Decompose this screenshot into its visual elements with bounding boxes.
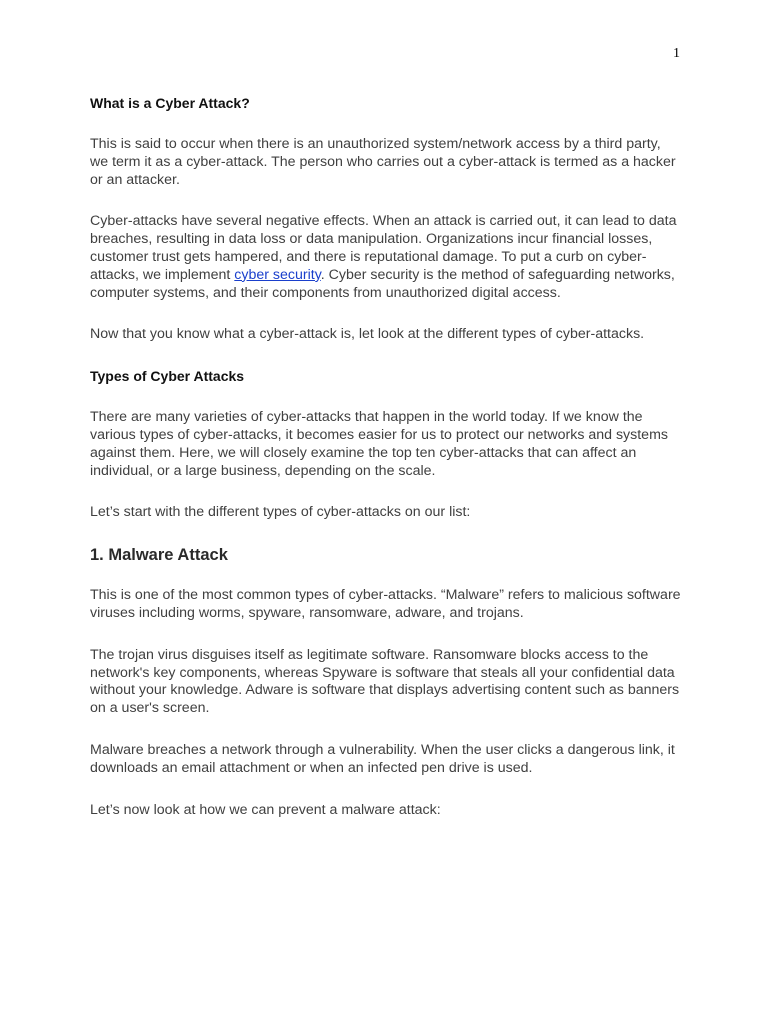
malware-paragraph-2: The trojan virus disguises itself as legitimate software. Ransomware blocks access to the network's key components, whereas Spyware is software that steals all your confidential data without your knowledge. Adware is software that displays advertising content such as banners on a user's screen.	[90, 646, 680, 717]
varieties-paragraph: There are many varieties of cyber-attacks that happen in the world today. If we know the various types of cyber-attacks, it becomes easier for us to protect our networks and systems against them. Here, we will closely examine the top ten cyber-attacks that can affect an individual, or a large business, depending on the scale.	[90, 409, 668, 479]
document-body	[90, 94, 682, 819]
page-number: 1	[673, 46, 680, 61]
heading-what-is-cyber-attack: What is a Cyber Attack?	[90, 95, 250, 111]
effects-text-before-link: Cyber-attacks have several negative effects. When an attack is carried out, it can lead to data breaches, resulting in data loss or data manipulation. Organizations incur financial losses, customer trust gets hampered, and there is reputational damage. To put a curb on cyber-attacks, we implement	[90, 213, 677, 283]
effects-paragraph	[90, 213, 682, 302]
malware-paragraph-1: This is one of the most common types of cyber-attacks. “Malware” refers to malicious software viruses including worms, spyware, ransomware, adware, and trojans.	[90, 587, 681, 621]
intro-paragraph: This is said to occur when there is an unauthorized system/network access by a third party, we term it as a cyber-attack. The person who carries out a cyber-attack is termed as a hacker or an attacker.	[90, 136, 676, 188]
cyber-security-link[interactable]: cyber security	[234, 266, 321, 283]
heading-types-of-cyber-attacks: Types of Cyber Attacks	[90, 368, 245, 385]
section-title-malware-attack: 1. Malware Attack	[90, 546, 228, 565]
effects-text-after-link: . Cyber security is the method of safeguarding networks, computer systems, and their components from unauthorized digital access.	[90, 266, 675, 301]
malware-paragraph-3: Malware breaches a network through a vulnerability. When the user clicks a dangerous link, it downloads an email attachment or when an infected pen drive is used.	[90, 741, 675, 776]
malware-paragraph-4: Let’s now look at how we can prevent a malware attack:	[90, 801, 441, 818]
transition-paragraph: Now that you know what a cyber-attack is, let look at the different types of cyber-attacks.	[90, 326, 645, 343]
list-intro-paragraph: Let’s start with the different types of cyber-attacks on our list:	[90, 504, 471, 521]
